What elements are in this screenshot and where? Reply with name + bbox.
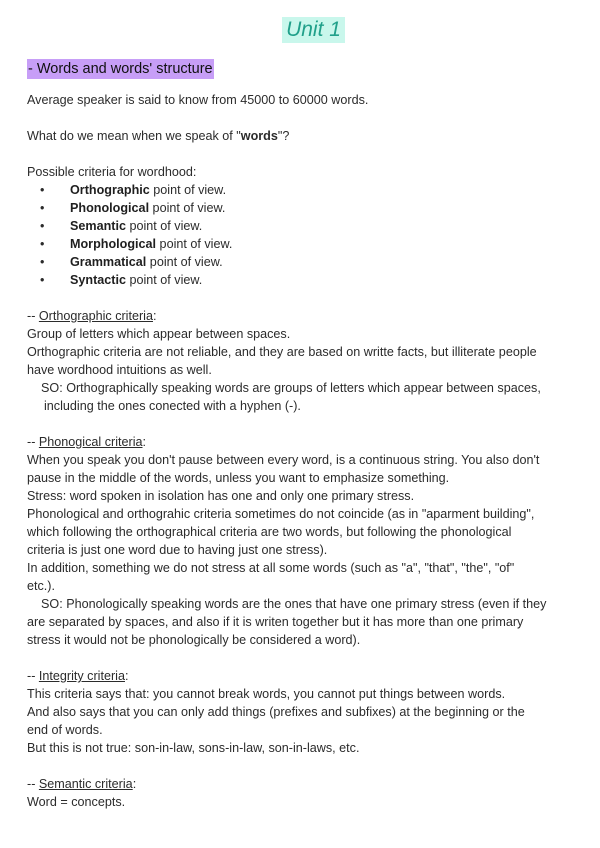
- bullet-icon: •: [40, 183, 45, 197]
- semantic-heading: -- Semantic criteria:: [27, 777, 137, 791]
- list-item: • Phonological point of view.: [40, 201, 226, 215]
- paragraph-line: Word = concepts.: [27, 795, 126, 809]
- paragraph-line: have wordhood intuitions as well.: [27, 363, 212, 377]
- paragraph-line: This criteria says that: you cannot break words, you cannot put things between words.: [27, 687, 506, 701]
- bullet-icon: •: [40, 201, 45, 215]
- paragraph-line: which following the orthographical criteria are two words, but following the phonological: [27, 525, 512, 539]
- unit-title: Unit 1: [282, 17, 345, 43]
- semantic-section: [27, 775, 600, 811]
- paragraph-line: But this is not true: son-in-law, sons-in-law, son-in-laws, etc.: [27, 741, 360, 755]
- paragraph-line: SO: Phonologically speaking words are the ones that have one primary stress (even if they: [41, 597, 547, 611]
- paragraph-line: Phonological and orthograhic criteria sometimes do not coincide (as in "aparment building",: [27, 507, 535, 521]
- bullet-icon: •: [40, 219, 45, 233]
- words-question: What do we mean when we speak of "words"?: [27, 129, 290, 143]
- criteria-label: Possible criteria for wordhood:: [27, 165, 197, 179]
- paragraph-line: etc.).: [27, 579, 55, 593]
- paragraph-line: SO: Orthographically speaking words are groups of letters which appear between spaces,: [41, 381, 541, 395]
- orthographic-heading: -- Orthographic criteria:: [27, 309, 157, 323]
- bullet-icon: •: [40, 273, 45, 287]
- paragraph-line: stress it would not be phonologically be considered a word).: [27, 633, 361, 647]
- words-bold: words: [240, 129, 278, 143]
- paragraph-line: In addition, something we do not stress at all some words (such as "a", "that", "the", "of": [27, 561, 515, 575]
- paragraph-line: And also says that you can only add things (prefixes and subfixes) at the beginning or the: [27, 705, 525, 719]
- phonological-heading: -- Phonogical criteria:: [27, 435, 146, 449]
- paragraph-line: end of words.: [27, 723, 103, 737]
- paragraph-line: including the ones conected with a hyphen (-).: [44, 399, 301, 413]
- bullet-icon: •: [40, 237, 45, 251]
- list-item: • Orthographic point of view.: [40, 183, 227, 197]
- paragraph-line: are separated by spaces, and also if it is writen together but it has more than one primary: [27, 615, 524, 629]
- intro-line: Average speaker is said to know from 45000 to 60000 words.: [27, 93, 369, 107]
- list-item: • Morphological point of view.: [40, 237, 233, 251]
- criteria-list: [27, 181, 600, 289]
- list-item: • Grammatical point of view.: [40, 255, 223, 269]
- integrity-heading: -- Integrity criteria:: [27, 669, 129, 683]
- paragraph-line: Orthographic criteria are not reliable, and they are based on writte facts, but illiterate people: [27, 345, 537, 359]
- paragraph-line: Group of letters which appear between spaces.: [27, 327, 291, 341]
- list-item: • Semantic point of view.: [40, 219, 203, 233]
- phonological-section: [27, 433, 600, 649]
- title-container: [27, 0, 600, 44]
- integrity-section: [27, 667, 600, 757]
- paragraph-line: criteria is just one word due to having just one stress).: [27, 543, 328, 557]
- paragraph-line: Stress: word spoken in isolation has one and only one primary stress.: [27, 489, 415, 503]
- bullet-icon: •: [40, 255, 45, 269]
- list-item: • Syntactic point of view.: [40, 273, 203, 287]
- section-heading: - Words and words' structure: [28, 61, 213, 77]
- orthographic-section: [27, 307, 600, 415]
- paragraph-line: pause in the middle of the words, unless you want to emphasize something.: [27, 471, 450, 485]
- paragraph-line: When you speak you don't pause between every word, is a continuous string. You also don't: [27, 453, 540, 467]
